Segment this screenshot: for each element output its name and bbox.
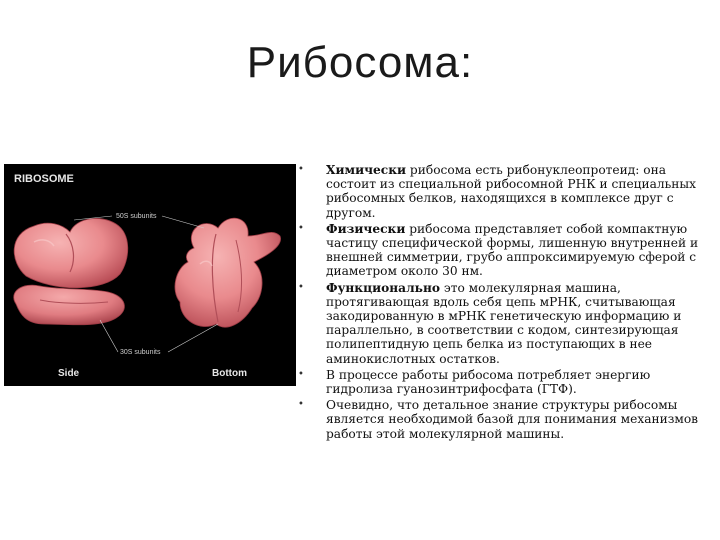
leader-line-50s-bottom bbox=[162, 216, 204, 228]
bullet-item bbox=[298, 222, 706, 279]
bullet-lead: Физически bbox=[326, 221, 406, 236]
bullet-list bbox=[298, 163, 706, 443]
figure-heading: RIBOSOME bbox=[14, 173, 74, 185]
label-50s-subunits: 50S subunits bbox=[116, 213, 157, 220]
side-view-50s-subunit bbox=[14, 218, 128, 287]
label-30s-subunits: 30S subunits bbox=[120, 349, 161, 356]
bullet-lead: Химически bbox=[326, 163, 407, 177]
slide-title: Рибосома: bbox=[246, 38, 474, 87]
bullet-item bbox=[298, 163, 706, 220]
bottom-view-ribosome bbox=[175, 218, 281, 327]
bullet-text: Очевидно, что детальное знание структуры рибосомы является необходимой базой для понимания механизмов работы этой молекулярной машины. bbox=[326, 398, 699, 441]
bullet-text: В процессе работы рибосома потребляет энергию гидролиза гуанозинтрифосфата (ГТФ). bbox=[326, 367, 651, 397]
leader-line-30s-side bbox=[100, 320, 118, 352]
bullet-item bbox=[298, 398, 706, 441]
bullet-lead: Функционально bbox=[326, 280, 440, 295]
ribosome-figure bbox=[4, 164, 296, 386]
bullet-text: рибосома представляет собой компактную частицу специфической формы, лишенную внутренней и внешней симметрии, грубо аппроксимируемую сферой с диаметром около 30 нм. bbox=[326, 221, 699, 279]
bullet-text: рибосома есть рибонуклеопротеид: она состоит из специальной рибосомной РНК и специальных рибосомных белков, находящихся в комплексе друг с другом. bbox=[326, 163, 696, 220]
bullet-item bbox=[298, 368, 706, 396]
bullet-text: это молекулярная машина, протягивающая вдоль себя цепь мРНК, считывающая закодированную в мРНК генетическую информацию и параллельно, в соответствии с кодом, синтезирующая полипептидную цепь белка из поступающих в нее аминокислотных остатков. bbox=[326, 280, 682, 366]
ribosome-illustration bbox=[4, 164, 296, 386]
view-label-side: Side bbox=[58, 368, 80, 379]
leader-line-30s-bottom bbox=[168, 324, 218, 352]
side-view-30s-subunit bbox=[14, 285, 125, 325]
bullet-item bbox=[298, 281, 706, 366]
view-label-bottom: Bottom bbox=[212, 368, 247, 379]
